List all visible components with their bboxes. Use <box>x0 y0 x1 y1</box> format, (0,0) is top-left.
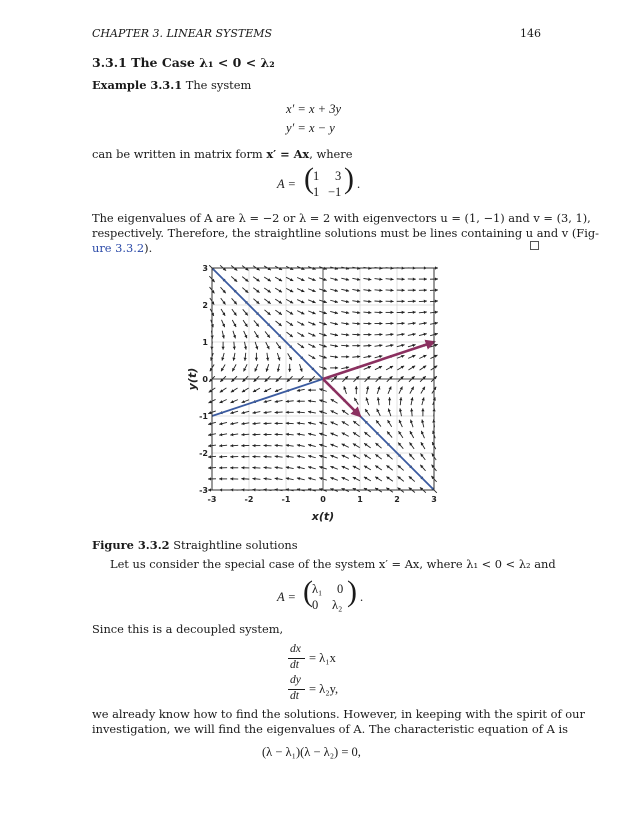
x-tick-label: 0 <box>320 495 326 504</box>
field-arrowhead <box>241 444 244 447</box>
matrix-diag-cell: λ₁ <box>312 582 323 596</box>
field-arrowhead <box>252 455 255 458</box>
field-arrowhead <box>222 347 225 350</box>
p2-line3-end: ). <box>144 241 153 255</box>
field-arrowhead <box>399 408 402 411</box>
field-arrowhead <box>424 333 427 336</box>
system-eq-1: x′ = x + 3y <box>286 102 341 116</box>
ode-dx-rhs: = λ₁x <box>309 651 336 665</box>
field-arrowhead <box>264 455 267 458</box>
field-arrowhead <box>297 400 300 403</box>
matrix-diag-period: . <box>360 590 364 604</box>
field-arrowhead <box>391 311 394 314</box>
field-arrowhead <box>402 311 405 314</box>
eigenvector-v <box>323 342 434 379</box>
field-arrowhead <box>208 455 211 458</box>
field-arrowhead <box>252 477 255 480</box>
matrix-diag-cell: 0 <box>312 598 319 612</box>
field-arrowhead <box>252 466 255 469</box>
field-arrowhead <box>277 369 280 372</box>
field-arrowhead <box>435 277 438 280</box>
field-arrowhead <box>264 422 267 425</box>
field-arrowhead <box>219 466 222 469</box>
paragraph-solutions-line-2: investigation, we will find the eigenvalues of A. The characteristic equation of A is <box>92 722 568 736</box>
field-arrowhead <box>230 466 233 469</box>
field-arrowhead <box>391 300 394 303</box>
field-arrowhead <box>402 278 405 281</box>
x-tick-label: 1 <box>357 495 363 504</box>
field-arrowhead <box>335 322 338 325</box>
ode-dx <box>288 643 368 673</box>
matrix-diag-rparen: ) <box>347 575 357 608</box>
paragraph-matrix-form <box>92 147 353 161</box>
field-arrowhead <box>346 355 349 358</box>
field-arrowhead <box>264 433 267 436</box>
qed-box <box>530 241 539 250</box>
field-arrowhead <box>402 289 405 292</box>
field-arrowhead <box>368 344 371 347</box>
ode-dy-den: dt <box>290 690 299 702</box>
field-arrowhead <box>230 455 233 458</box>
field-arrowhead <box>308 433 311 436</box>
field-arrowhead <box>233 347 236 350</box>
matrix-a-rparen: ) <box>344 162 354 195</box>
field-arrowhead <box>410 397 413 400</box>
system-eq-2: y′ = x − y <box>286 121 335 135</box>
field-arrowhead <box>435 289 438 292</box>
field-arrowhead <box>275 400 278 403</box>
field-arrowhead <box>346 278 349 281</box>
field-arrowhead <box>208 466 211 469</box>
paragraph-special-case: Let us consider the special case of the system x′ = Ax, where λ₁ < 0 < λ₂ and <box>110 557 556 571</box>
y-tick-label: -2 <box>199 449 208 458</box>
field-arrowhead <box>368 333 371 336</box>
field-arrowhead <box>390 344 393 347</box>
section-title: 3.3.1 The Case λ₁ < 0 < λ₂ <box>92 55 275 70</box>
field-arrowhead <box>402 300 405 303</box>
field-arrowhead <box>355 386 358 389</box>
page-number: 146 <box>520 27 541 40</box>
field-arrowhead <box>435 266 438 269</box>
field-arrowhead <box>308 389 311 392</box>
matrix-a-cell: 1 <box>313 185 320 199</box>
field-arrowhead <box>308 422 311 425</box>
field-arrowhead <box>412 333 415 336</box>
matrix-a-cell: −1 <box>328 185 342 199</box>
paragraph-decoupled: Since this is a decoupled system, <box>92 622 284 636</box>
field-arrowhead <box>219 455 222 458</box>
field-arrowhead <box>379 300 382 303</box>
field-arrowhead <box>335 344 338 347</box>
field-arrowhead <box>401 344 404 347</box>
field-arrowhead <box>297 455 300 458</box>
field-arrowhead <box>346 300 349 303</box>
field-arrowhead <box>335 333 338 336</box>
matrix-a-lhs: A = <box>277 177 296 191</box>
p1-text-a: can be written in matrix form <box>92 147 267 161</box>
field-arrowhead <box>241 411 244 414</box>
field-arrowhead <box>388 397 391 400</box>
matrix-diag-cell: λ₂ <box>332 598 343 612</box>
field-arrowhead <box>424 278 427 281</box>
matrix-diag-lhs: A = <box>277 590 296 604</box>
field-arrowhead <box>391 322 394 325</box>
field-arrowhead <box>230 444 233 447</box>
field-arrowhead <box>390 278 393 281</box>
field-arrowhead <box>297 411 300 414</box>
field-arrowhead <box>379 311 382 314</box>
field-arrowhead <box>222 335 225 338</box>
matrix-diag-lparen: ( <box>303 575 313 608</box>
direction-field-figure <box>185 258 455 528</box>
x-tick-label: 2 <box>394 495 400 504</box>
field-arrowhead <box>390 289 393 292</box>
field-arrowhead <box>413 300 416 303</box>
x-tick-label: -2 <box>244 495 254 504</box>
field-arrowhead <box>241 455 244 458</box>
example-label: Example 3.3.1 <box>92 78 183 92</box>
field-arrowhead <box>413 289 416 292</box>
y-tick-label: -1 <box>199 412 208 421</box>
field-arrowhead <box>421 408 424 411</box>
example-line <box>92 78 251 92</box>
field-arrowhead <box>264 466 267 469</box>
field-arrowhead <box>241 466 244 469</box>
field-arrowhead <box>346 366 349 369</box>
field-arrowhead <box>435 300 438 303</box>
field-arrowhead <box>230 422 233 425</box>
field-arrowhead <box>208 488 211 491</box>
field-arrowhead <box>297 466 300 469</box>
matrix-diag-cell: 0 <box>337 582 344 596</box>
field-arrowhead <box>297 444 300 447</box>
field-arrowhead <box>252 411 255 414</box>
p1-text-c: , where <box>309 147 353 161</box>
ode-dx-num: dx <box>290 643 301 655</box>
field-arrowhead <box>379 333 382 336</box>
field-arrowhead <box>252 444 255 447</box>
figure-caption-label: Figure 3.3.2 <box>92 538 170 552</box>
ode-dy-num: dy <box>290 674 301 686</box>
paragraph-eigen-line-2: respectively. Therefore, the straightline solutions must be lines containing u and v (Fig- <box>92 226 599 240</box>
field-arrowhead <box>421 420 424 423</box>
x-tick-label: 3 <box>431 495 437 504</box>
field-arrowhead <box>208 433 211 436</box>
field-arrowhead <box>346 289 349 292</box>
field-arrowhead <box>379 289 382 292</box>
figure-caption-text: Straightline solutions <box>173 538 298 552</box>
y-tick-label: 2 <box>202 301 208 310</box>
field-arrowhead <box>219 422 222 425</box>
y-tick-label: 0 <box>202 375 208 384</box>
field-arrowhead <box>297 477 300 480</box>
field-arrowhead <box>346 344 349 347</box>
matrix-a-cell: 1 <box>313 169 320 183</box>
field-arrowhead <box>335 366 338 369</box>
field-arrowhead <box>275 444 278 447</box>
paragraph-eigen-line-3 <box>92 241 152 255</box>
field-arrowhead <box>275 411 278 414</box>
field-arrowhead <box>424 300 427 303</box>
field-arrowhead <box>413 278 416 281</box>
field-arrowhead <box>380 322 383 325</box>
field-arrowhead <box>368 322 371 325</box>
field-arrowhead <box>264 444 267 447</box>
ode-dx-den: dt <box>290 659 299 671</box>
field-arrowhead <box>244 346 247 349</box>
ode-dy <box>288 674 368 704</box>
running-header: CHAPTER 3. LINEAR SYSTEMS <box>92 27 273 40</box>
x-tick-label: -1 <box>281 495 291 504</box>
figure-link[interactable]: ure 3.3.2 <box>92 241 145 255</box>
matrix-a-lparen: ( <box>304 162 314 195</box>
p1-text-b: x′ = Ax <box>266 147 310 161</box>
field-arrowhead <box>288 369 291 372</box>
field-arrowhead <box>219 477 222 480</box>
characteristic-equation: (λ − λ₁)(λ − λ₂) = 0, <box>262 745 361 759</box>
field-arrowhead <box>208 477 211 480</box>
field-arrowhead <box>255 358 258 361</box>
field-arrowhead <box>368 355 371 358</box>
field-arrowhead <box>366 386 369 389</box>
figure-caption <box>92 538 298 552</box>
x-axis-label: x(t) <box>311 510 335 523</box>
matrix-a-period: . <box>357 177 361 191</box>
x-tick-label: -3 <box>207 495 217 504</box>
matrix-a-cell: 3 <box>335 169 342 183</box>
y-tick-label: 3 <box>202 264 208 273</box>
field-arrowhead <box>346 311 349 314</box>
paragraph-solutions-line-1: we already know how to find the solutions. However, in keeping with the spirit of our <box>92 707 585 721</box>
field-arrowhead <box>230 477 233 480</box>
field-arrowhead <box>424 289 427 292</box>
y-tick-label: 1 <box>202 338 208 347</box>
field-arrowhead <box>402 322 405 325</box>
field-arrowhead <box>232 357 235 360</box>
matrix-a <box>277 162 367 202</box>
field-arrowhead <box>410 408 413 411</box>
y-axis-label: y(t) <box>186 367 199 391</box>
field-arrowhead <box>275 422 278 425</box>
y-tick-label: -3 <box>199 486 208 495</box>
matrix-diag <box>277 575 367 615</box>
field-arrowhead <box>435 322 438 325</box>
field-arrowhead <box>297 389 300 392</box>
field-arrowhead <box>241 433 244 436</box>
field-arrowhead <box>241 477 244 480</box>
ode-dy-rhs: = λ₂y, <box>309 682 339 696</box>
eigenvector-u <box>323 379 360 416</box>
field-arrowhead <box>252 433 255 436</box>
field-arrowhead <box>368 311 371 314</box>
field-arrowhead <box>275 433 278 436</box>
field-arrowhead <box>308 411 311 414</box>
paragraph-eigen-line-1: The eigenvalues of A are λ = −2 or λ = 2 with eigenvectors u = (1, −1) and v = (3, 1), <box>92 211 591 225</box>
field-arrowhead <box>413 311 416 314</box>
example-intro: The system <box>185 78 252 92</box>
